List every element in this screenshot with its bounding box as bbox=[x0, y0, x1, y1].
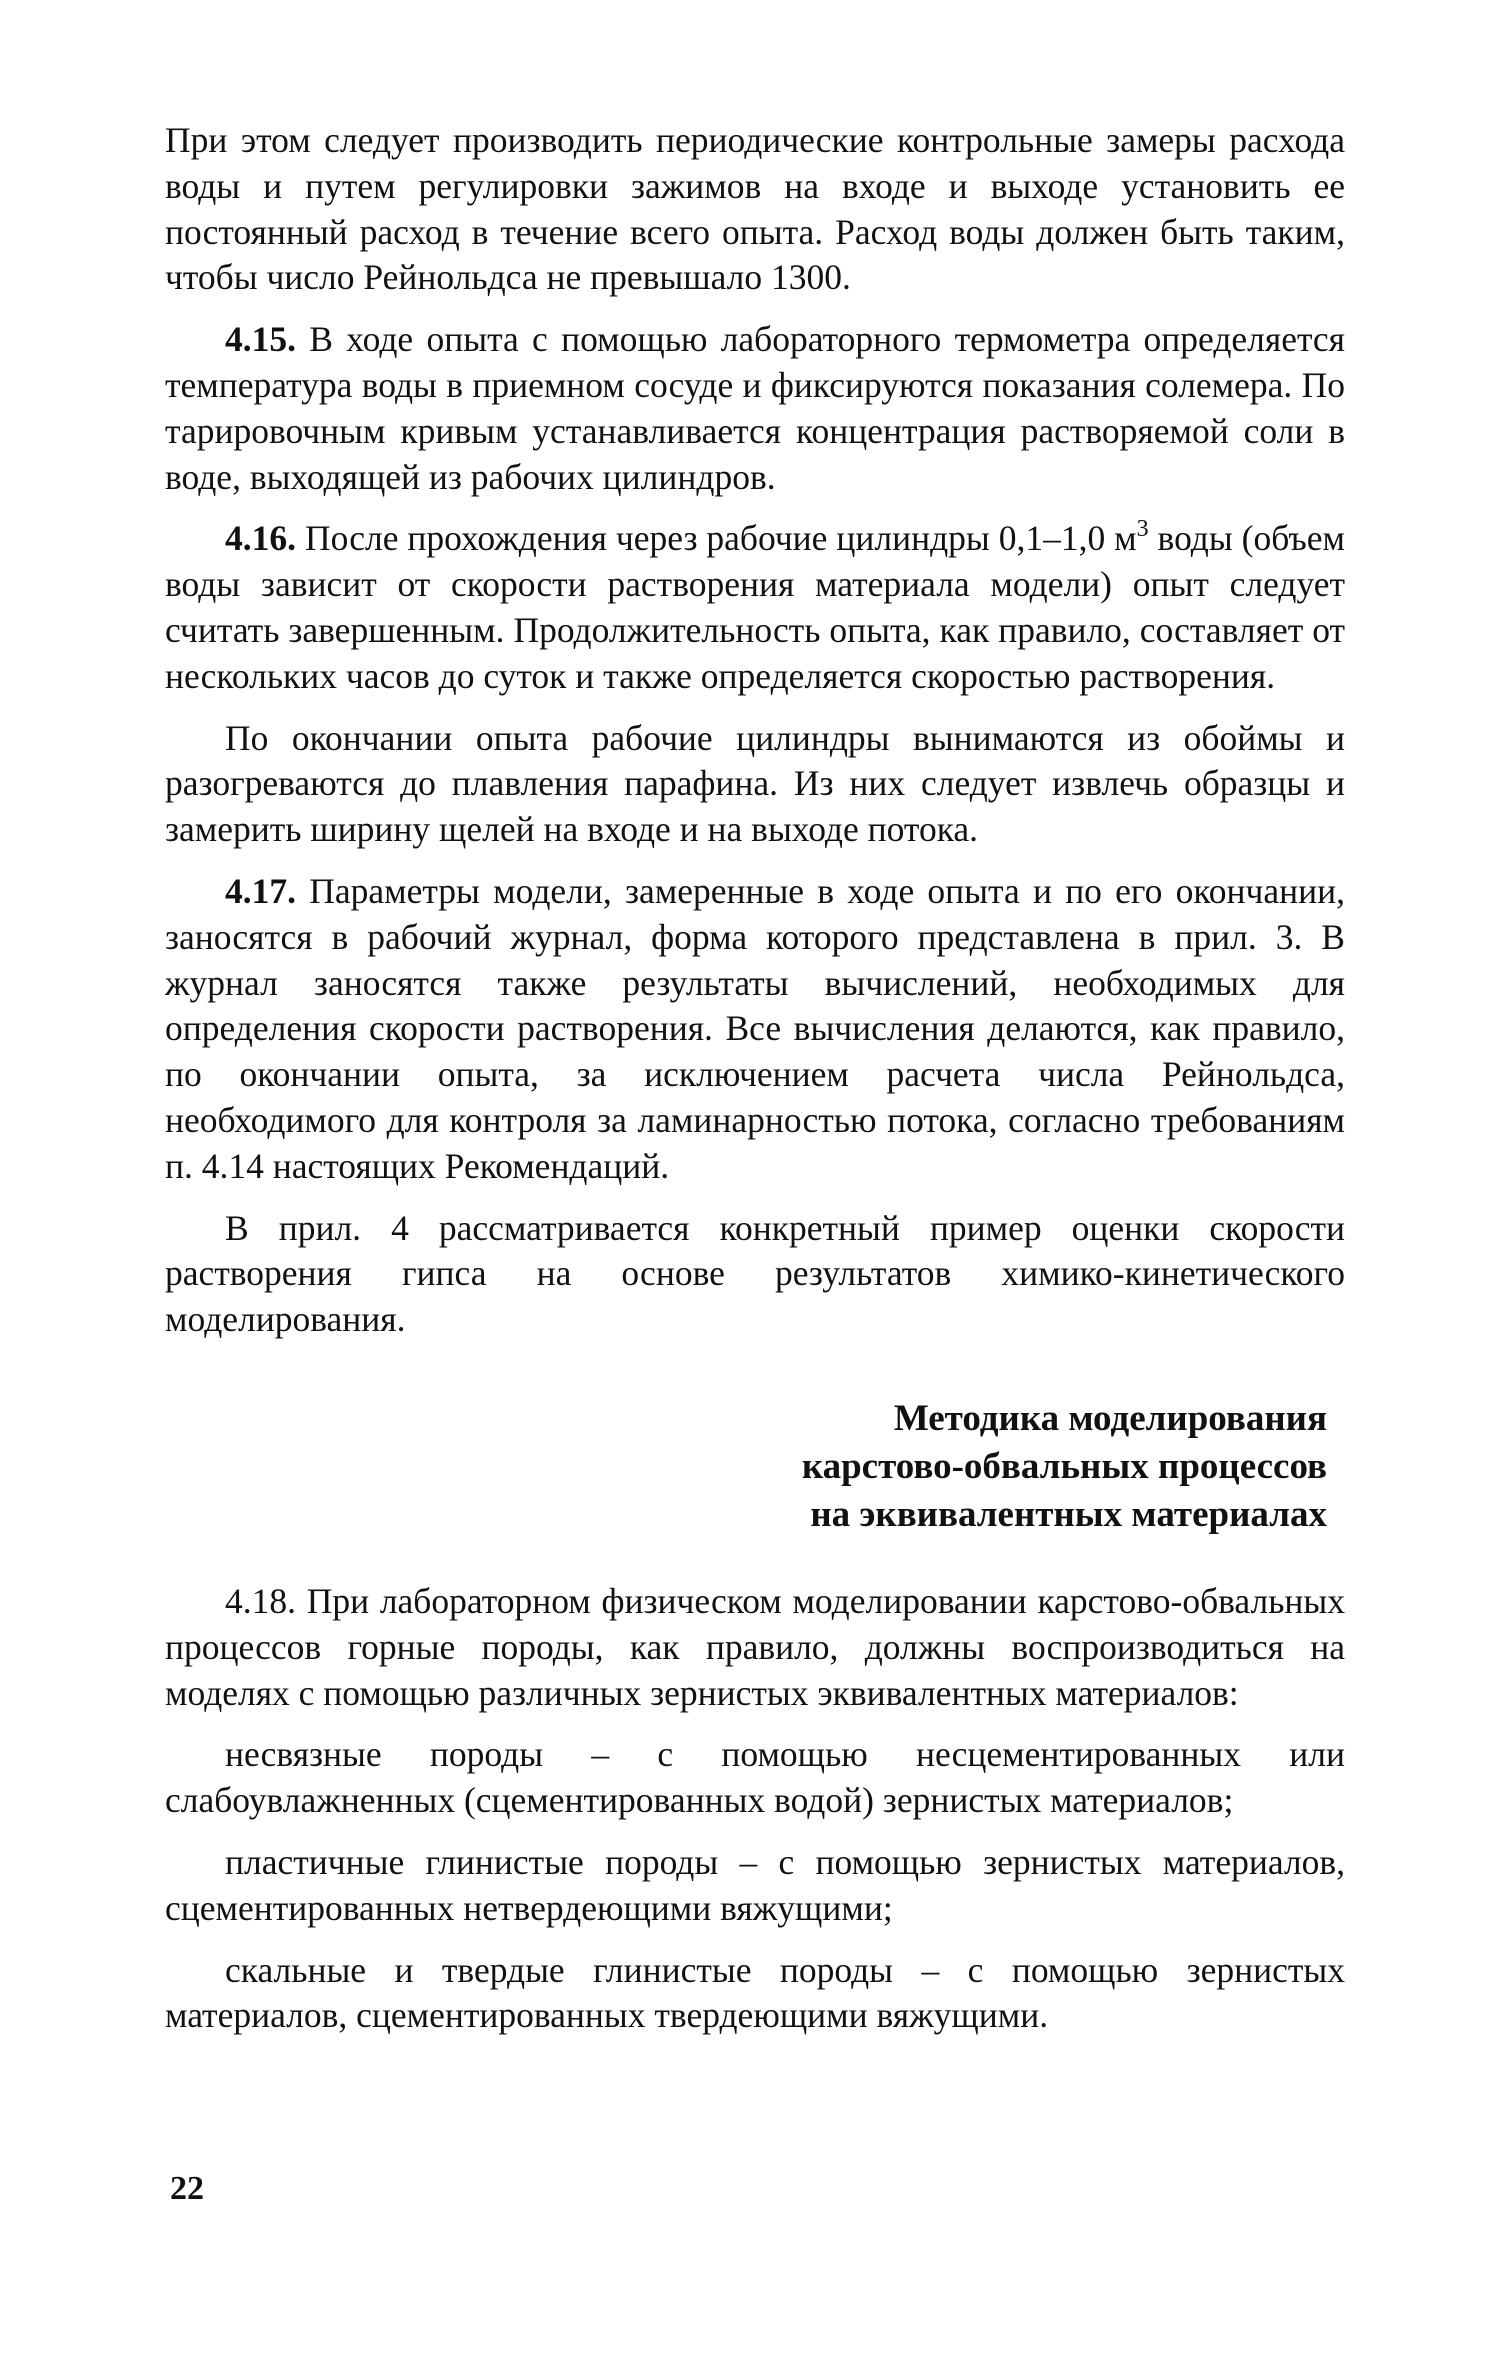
section-number-4-15: 4.15. bbox=[225, 319, 296, 360]
list-item bbox=[165, 1948, 1345, 2040]
paragraph-4-18 bbox=[165, 1579, 1345, 1716]
section-number-4-18: 4.18. bbox=[225, 1580, 296, 1621]
list-item-text: несвязные породы – с помощью несцементированных или слабоувлажненных (сцементированных водой) зернистых материалов; bbox=[165, 1734, 1345, 1821]
section-heading-line-1: Методика моделирования bbox=[893, 1397, 1327, 1439]
section-heading-line-3: на эквивалентных материалах bbox=[810, 1493, 1327, 1535]
page-number: 22 bbox=[170, 2170, 204, 2207]
paragraph-experiment-end-text: По окончании опыта рабочие цилиндры вынимаются из обоймы и разогреваются до плавления парафина. Из них следует извлечь образцы и замерить ширину щелей на входе и на выходе потока. bbox=[165, 717, 1345, 850]
paragraph-appendix-4-text: В прил. 4 рассматривается конкретный пример оценки скорости растворения гипса на основе результатов химико-кинетического моделирования. bbox=[165, 1207, 1345, 1340]
section-number-4-16: 4.16. bbox=[225, 518, 296, 559]
paragraph-4-17-text: Параметры модели, замеренные в ходе опыта и по его окончании, заносятся в рабочий журнал, форма которого представлена в прил. 3. В журнал заносятся также результаты вычислений, необходимых для определения скорости растворения. Все вычисления делаются, как правило, по окончании опыта, за исключением расчета числа Рейнольдса, необходимого для контроля за ламинарностью потока, согласно требованиям п. 4.14 настоящих Рекомендаций. bbox=[165, 870, 1345, 1186]
section-number-4-17: 4.17. bbox=[225, 870, 296, 911]
paragraph-water-flow bbox=[165, 118, 1345, 301]
list-item bbox=[165, 1840, 1345, 1932]
paragraph-water-flow-text: При этом следует производить периодические контрольные замеры расхода воды и путем регулировки зажимов на входе и выходе установить ее постоянный расход в течение всего опыта. Расход воды должен быть таким, чтобы число Рейнольдса не превышало 1300. bbox=[165, 120, 1345, 298]
section-heading-line-2: карстово-обвальных процессов bbox=[801, 1445, 1327, 1487]
paragraph-4-16-text-b: воды (объем воды зависит от скорости растворения материала модели) опыт следует считать завершенным. Продолжительность опыта, как правило, составляет от нескольких часов до суток и также определяется скоростью растворения. bbox=[165, 518, 1345, 696]
section-heading bbox=[165, 1395, 1327, 1539]
list-item bbox=[165, 1732, 1345, 1824]
list-item-text: скальные и твердые глинистые породы – с помощью зернистых материалов, сцементированных твердеющими вяжущими. bbox=[165, 1949, 1345, 2036]
document-page bbox=[165, 118, 1345, 2268]
paragraph-4-15-text: В ходе опыта с помощью лабораторного термометра определяется температура воды в приемном сосуде и фиксируются показания солемера. По тарировочным кривым устанавливается концентрация растворяемой соли в воде, выходящей из рабочих цилиндров. bbox=[165, 319, 1345, 497]
paragraph-4-18-text: При лабораторном физическом моделировании карстово-обвальных процессов горные породы, как правило, должны воспроизводиться на моделях с помощью различных зернистых эквивалентных материалов: bbox=[165, 1580, 1345, 1713]
list-item-text: пластичные глинистые породы – с помощью зернистых материалов, сцементированных нетвердеющими вяжущими; bbox=[165, 1841, 1345, 1928]
cubic-superscript: 3 bbox=[1136, 516, 1149, 543]
paragraph-4-15 bbox=[165, 317, 1345, 500]
paragraph-experiment-end bbox=[165, 716, 1345, 853]
paragraph-appendix-4 bbox=[165, 1206, 1345, 1343]
paragraph-4-16-text-a: После прохождения через рабочие цилиндры 0,1–1,0 м bbox=[296, 518, 1137, 559]
paragraph-4-16 bbox=[165, 516, 1345, 699]
paragraph-4-17 bbox=[165, 869, 1345, 1190]
